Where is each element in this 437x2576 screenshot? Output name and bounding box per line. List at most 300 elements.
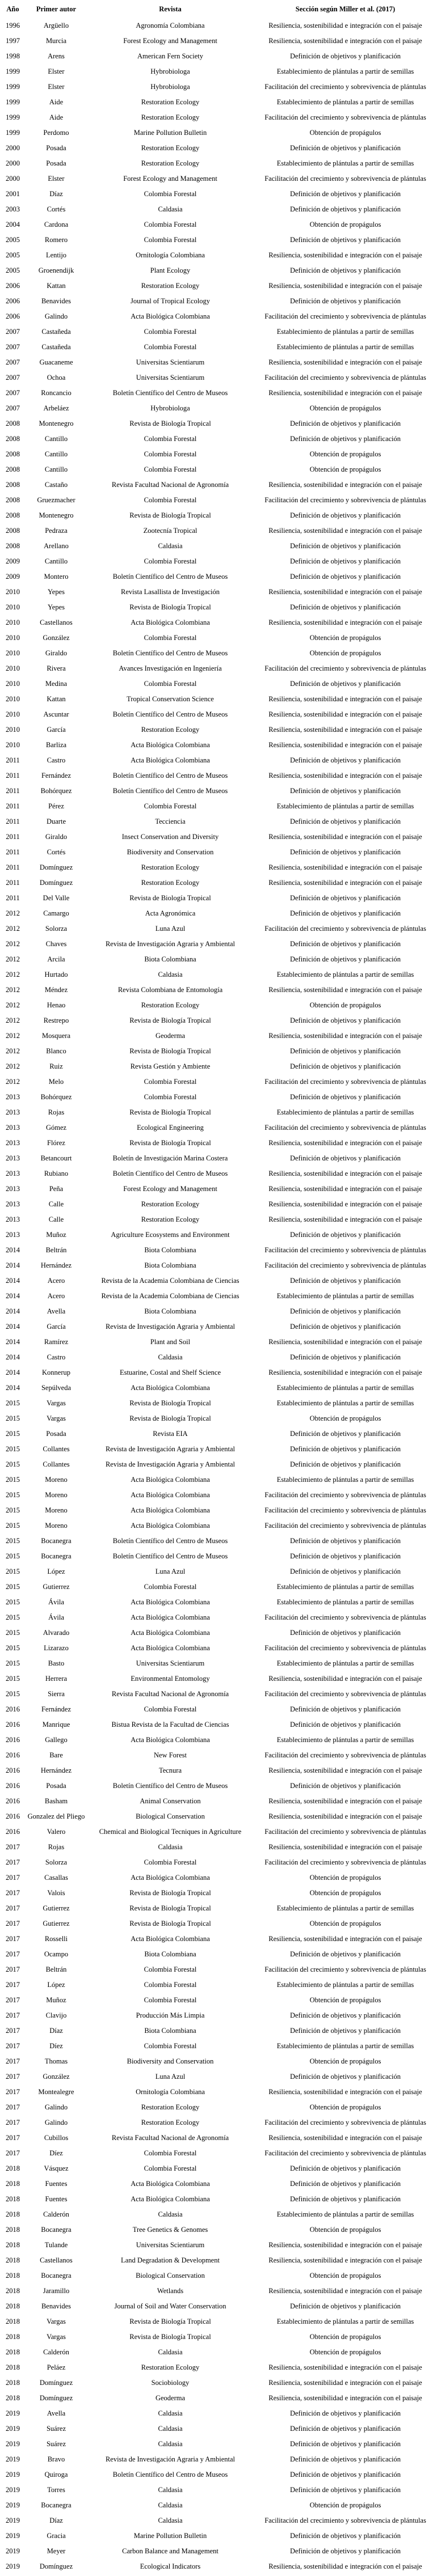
cell-year: 2008	[6, 435, 20, 443]
cell-section: Definición de objetivos y planificación	[289, 1460, 401, 1468]
cell-journal: Insect Conservation and Diversity	[121, 833, 219, 841]
cell-section: Definición de objetivos y planificación	[289, 435, 401, 443]
cell-section: Resiliencia, sostenibilidad e integración con el paisaje	[268, 527, 422, 535]
table-row	[0, 1518, 437, 1533]
cell-year: 2017	[6, 1843, 20, 1851]
cell-year: 2016	[6, 1766, 20, 1774]
table-row	[0, 324, 437, 340]
cell-journal: Revista EIA	[153, 1430, 188, 1438]
cell-journal: Carbon Balance and Management	[122, 2547, 218, 2555]
cell-first-author: Kattan	[47, 282, 66, 290]
cell-year: 1999	[6, 67, 20, 75]
table-row	[0, 2008, 437, 2023]
cell-year: 2017	[6, 2027, 20, 2035]
cell-year: 2019	[6, 2455, 20, 2463]
table-row	[0, 1227, 437, 1243]
cell-section: Establecimiento de plántulas a partir de semillas	[276, 328, 414, 336]
cell-year: 2017	[6, 1996, 20, 2004]
cell-year: 2019	[6, 2471, 20, 2478]
cell-year: 2013	[6, 1200, 20, 1208]
table-row	[0, 1931, 437, 1947]
cell-year: 2010	[6, 588, 20, 596]
cell-year: 2013	[6, 1154, 20, 1162]
cell-journal: Colombia Forestal	[144, 328, 197, 336]
cell-year: 2010	[6, 680, 20, 688]
cell-first-author: Castellanos	[40, 618, 73, 626]
cell-journal: Caldasia	[158, 2440, 183, 2448]
cell-journal: Colombia Forestal	[144, 236, 197, 244]
table-row	[0, 2268, 437, 2283]
table-row	[0, 385, 437, 401]
table-row	[0, 615, 437, 630]
cell-journal: Acta Biológica Colombiana	[131, 1736, 210, 1744]
table-row	[0, 355, 437, 370]
cell-first-author: Rosselli	[44, 1935, 68, 1943]
cell-section: Resiliencia, sostenibilidad e integración con el paisaje	[268, 833, 422, 841]
table-row	[0, 1472, 437, 1488]
cell-journal: Revista Lasallista de Investigación	[121, 588, 220, 596]
cell-section: Definición de objetivos y planificación	[289, 2440, 401, 2448]
table-row	[0, 2207, 437, 2222]
cell-year: 2012	[6, 1078, 20, 1086]
cell-journal: Revista de la Academia Colombiana de Ciencias	[101, 1277, 239, 1285]
cell-first-author: Domínguez	[39, 2562, 73, 2570]
cell-journal: Acta Biológica Colombiana	[131, 618, 210, 626]
cell-section: Definición de objetivos y planificación	[289, 2073, 401, 2081]
table-row	[0, 79, 437, 95]
table-row	[0, 141, 437, 156]
table-row	[0, 2299, 437, 2314]
cell-journal: Acta Biológica Colombiana	[131, 1644, 210, 1652]
cell-first-author: Cantillo	[44, 557, 68, 565]
cell-journal: Caldasia	[158, 2486, 183, 2494]
cell-section: Facilitación del crecimiento y sobrevivencia de plántulas	[264, 2119, 426, 2126]
cell-year: 2017	[6, 2011, 20, 2019]
cell-section: Obtención de propágulos	[309, 450, 381, 458]
cell-section: Facilitación del crecimiento y sobrevivencia de plántulas	[264, 312, 426, 320]
cell-first-author: Ascuntar	[43, 710, 69, 718]
cell-year: 2005	[6, 251, 20, 259]
cell-year: 2014	[6, 1368, 20, 1376]
cell-first-author: Rojas	[48, 1108, 65, 1116]
cell-journal: Colombia Forestal	[144, 343, 197, 351]
cell-journal: Colombia Forestal	[144, 1078, 197, 1086]
cell-first-author: González	[43, 634, 70, 642]
cell-journal: Biota Colombiana	[144, 1307, 196, 1315]
cell-first-author: Castro	[47, 756, 66, 764]
table-row	[0, 1488, 437, 1503]
cell-year: 2017	[6, 1965, 20, 1973]
cell-year: 1996	[6, 22, 20, 29]
cell-journal: Revista de Biología Tropical	[129, 511, 211, 519]
cell-journal: Biodiversity and Conservation	[127, 848, 214, 856]
cell-first-author: Perdomo	[43, 129, 69, 137]
cell-year: 2000	[6, 159, 20, 167]
table-row	[0, 845, 437, 860]
cell-first-author: Valero	[47, 1828, 66, 1836]
cell-year: 2012	[6, 909, 20, 917]
cell-first-author: Bocanegra	[41, 1537, 72, 1545]
cell-year: 2018	[6, 2180, 20, 2188]
table-row	[0, 1396, 437, 1411]
cell-section: Establecimiento de plántulas a partir de semillas	[276, 1384, 414, 1392]
cell-first-author: Vargas	[47, 1414, 66, 1422]
cell-first-author: Yepes	[48, 588, 65, 596]
cell-section: Resiliencia, sostenibilidad e integración con el paisaje	[268, 710, 422, 718]
cell-section: Establecimiento de plántulas a partir de semillas	[276, 971, 414, 978]
cell-section: Definición de objetivos y planificación	[289, 2164, 401, 2172]
cell-journal: Caldasia	[158, 2501, 183, 2509]
cell-first-author: Solorza	[45, 925, 68, 933]
cell-section: Definición de objetivos y planificación	[289, 1047, 401, 1055]
cell-year: 2010	[6, 618, 20, 626]
cell-section: Definición de objetivos y planificación	[289, 2409, 401, 2417]
cell-section: Facilitación del crecimiento y sobrevivencia de plántulas	[264, 175, 426, 183]
cell-year: 2013	[6, 1108, 20, 1116]
table-row	[0, 278, 437, 294]
cell-year: 2012	[6, 925, 20, 933]
cell-year: 2014	[6, 1277, 20, 1285]
cell-year: 2015	[6, 1537, 20, 1545]
cell-section: Obtención de propágulos	[309, 1874, 381, 1882]
cell-journal: Biota Colombiana	[144, 1246, 196, 1254]
cell-first-author: Moreno	[45, 1522, 68, 1530]
cell-section: Facilitación del crecimiento y sobrevivencia de plántulas	[264, 496, 426, 504]
cell-section: Obtención de propágulos	[309, 221, 381, 228]
table-row	[0, 2513, 437, 2528]
table-row	[0, 539, 437, 554]
cell-year: 2017	[6, 1950, 20, 1958]
cell-year: 2018	[6, 2394, 20, 2402]
cell-first-author: Castro	[47, 1353, 66, 1361]
table-row	[0, 722, 437, 738]
cell-first-author: Pérez	[48, 802, 64, 810]
cell-first-author: Casallas	[44, 1874, 68, 1882]
cell-journal: Zootecnía Tropical	[143, 527, 198, 535]
cell-journal: Avances Investigación en Ingeniería	[119, 664, 222, 672]
cell-year: 2008	[6, 527, 20, 535]
cell-first-author: Posada	[46, 1782, 66, 1790]
cell-section: Facilitación del crecimiento y sobrevivencia de plántulas	[264, 1246, 426, 1254]
cell-section: Obtención de propágulos	[309, 1414, 381, 1422]
cell-section: Resiliencia, sostenibilidad e integración con el paisaje	[268, 481, 422, 489]
cell-year: 2012	[6, 1016, 20, 1024]
cell-year: 2017	[6, 2057, 20, 2065]
cell-year: 2018	[6, 2302, 20, 2310]
cell-journal: Colombia Forestal	[144, 634, 197, 642]
cell-first-author: Barliza	[45, 741, 67, 749]
table-row	[0, 1044, 437, 1059]
cell-section: Establecimiento de plántulas a partir de semillas	[276, 1904, 414, 1912]
cell-journal: Revista Colombiana de Entomología	[117, 986, 223, 994]
cell-section: Establecimiento de plántulas a partir de semillas	[276, 2317, 414, 2325]
cell-year: 2016	[6, 1705, 20, 1713]
cell-year: 2012	[6, 1001, 20, 1009]
cell-journal: Revista de Biología Tropical	[129, 420, 211, 427]
cell-section: Definición de objetivos y planificación	[289, 205, 401, 213]
cell-journal: Colombia Forestal	[144, 802, 197, 810]
cell-section: Definición de objetivos y planificación	[289, 1950, 401, 1958]
cell-journal: Revista de Biología Tropical	[129, 603, 211, 611]
cell-year: 2015	[6, 1399, 20, 1407]
cell-journal: Restoration Ecology	[141, 282, 200, 290]
cell-section: Definición de objetivos y planificación	[289, 1445, 401, 1453]
cell-section: Definición de objetivos y planificación	[289, 1430, 401, 1438]
cell-section: Resiliencia, sostenibilidad e integración con el paisaje	[268, 726, 422, 734]
cell-year: 2017	[6, 1920, 20, 1927]
table-row	[0, 1794, 437, 1809]
cell-section: Establecimiento de plántulas a partir de semillas	[276, 1399, 414, 1407]
cell-first-author: Hernández	[40, 1261, 72, 1269]
cell-section: Obtención de propágulos	[309, 2057, 381, 2065]
cell-year: 2016	[6, 1782, 20, 1790]
cell-year: 2013	[6, 1139, 20, 1147]
cell-journal: Revista de la Academia Colombiana de Ciencias	[101, 1292, 239, 1300]
cell-journal: Revista de Investigación Agraria y Ambiental	[105, 1445, 236, 1453]
table-row	[0, 1105, 437, 1120]
cell-year: 2018	[6, 2287, 20, 2295]
cell-year: 2017	[6, 2134, 20, 2142]
table-row	[0, 1350, 437, 1365]
cell-year: 2007	[6, 358, 20, 366]
cell-journal: Restoration Ecology	[141, 863, 200, 871]
table-row	[0, 2176, 437, 2192]
cell-first-author: Lentijo	[45, 251, 67, 259]
cell-first-author: Gutierrez	[43, 1920, 70, 1927]
table-row	[0, 1962, 437, 1977]
cell-section: Definición de objetivos y planificación	[289, 848, 401, 856]
cell-section: Resiliencia, sostenibilidad e integración con el paisaje	[268, 1766, 422, 1774]
cell-year: 2017	[6, 1889, 20, 1897]
cell-year: 2014	[6, 1384, 20, 1392]
cell-section: Obtención de propágulos	[309, 1889, 381, 1897]
cell-year: 2012	[6, 986, 20, 994]
table-row	[0, 187, 437, 202]
table-row	[0, 125, 437, 141]
cell-section: Definición de objetivos y planificación	[289, 557, 401, 565]
cell-year: 2014	[6, 1307, 20, 1315]
cell-section: Definición de objetivos y planificación	[289, 787, 401, 795]
cell-year: 1997	[6, 37, 20, 45]
cell-year: 2008	[6, 481, 20, 489]
cell-first-author: Murcia	[45, 37, 67, 45]
cell-journal: Restoration Ecology	[141, 1215, 200, 1223]
cell-journal: Revista de Investigación Agraria y Ambiental	[105, 940, 236, 948]
table-row	[0, 937, 437, 952]
table-row	[0, 584, 437, 600]
cell-first-author: Fernández	[41, 1705, 72, 1713]
cell-year: 2011	[6, 848, 20, 856]
cell-first-author: Betancourt	[40, 1154, 72, 1162]
cell-first-author: Moreno	[45, 1476, 68, 1484]
cell-first-author: Bocanegra	[41, 2272, 72, 2280]
table-row	[0, 1977, 437, 1993]
cell-journal: Animal Conservation	[140, 1797, 201, 1805]
cell-year: 2014	[6, 1246, 20, 1254]
cell-first-author: Vargas	[47, 2333, 66, 2341]
cell-journal: Restoration Ecology	[141, 144, 200, 152]
cell-year: 2008	[6, 465, 20, 473]
cell-year: 2007	[6, 343, 20, 351]
cell-journal: Acta Biológica Colombiana	[131, 1598, 210, 1606]
cell-first-author: Medina	[45, 680, 68, 688]
cell-section: Establecimiento de plántulas a partir de semillas	[276, 1981, 414, 1989]
cell-section: Establecimiento de plántulas a partir de semillas	[276, 2042, 414, 2050]
cell-first-author: López	[47, 1981, 65, 1989]
cell-section: Definición de objetivos y planificación	[289, 52, 401, 60]
cell-year: 2011	[6, 817, 20, 825]
cell-section: Facilitación del crecimiento y sobrevivencia de plántulas	[264, 1644, 426, 1652]
cell-year: 1999	[6, 83, 20, 91]
cell-journal: Restoration Ecology	[141, 879, 200, 887]
table-row	[0, 1028, 437, 1044]
table-row	[0, 1916, 437, 1931]
cell-year: 2017	[6, 2073, 20, 2081]
table-row	[0, 248, 437, 263]
table-row	[0, 2283, 437, 2299]
cell-journal: Colombia Forestal	[144, 2042, 197, 2050]
cell-year: 2019	[6, 2547, 20, 2555]
cell-year: 2015	[6, 1675, 20, 1683]
table-row	[0, 1641, 437, 1656]
cell-section: Definición de objetivos y planificación	[289, 1353, 401, 1361]
cell-section: Facilitación del crecimiento y sobrevivencia de plántulas	[264, 1965, 426, 1973]
cell-journal: Boletín de Investigación Marina Costera	[112, 1154, 228, 1162]
table-row	[0, 1671, 437, 1687]
cell-journal: Restoration Ecology	[141, 1001, 200, 1009]
cell-first-author: Beltrán	[45, 1965, 67, 1973]
table-row	[0, 2437, 437, 2452]
cell-section: Definición de objetivos y planificación	[289, 2532, 401, 2540]
header-first-author: Primer autor	[36, 5, 77, 13]
table-row	[0, 753, 437, 768]
cell-year: 2004	[6, 221, 20, 228]
cell-section: Resiliencia, sostenibilidad e integración con el paisaje	[268, 1935, 422, 1943]
cell-year: 2007	[6, 389, 20, 397]
table-row	[0, 952, 437, 967]
cell-year: 2015	[6, 1644, 20, 1652]
cell-year: 2013	[6, 1231, 20, 1239]
cell-year: 2008	[6, 511, 20, 519]
cell-section: Resiliencia, sostenibilidad e integración con el paisaje	[268, 1675, 422, 1683]
cell-section: Facilitación del crecimiento y sobrevivencia de plántulas	[264, 1261, 426, 1269]
cell-section: Definición de objetivos y planificación	[289, 2195, 401, 2203]
cell-year: 2015	[6, 1598, 20, 1606]
cell-journal: Colombia Forestal	[144, 1583, 197, 1591]
cell-year: 2008	[6, 420, 20, 427]
table-row	[0, 1059, 437, 1074]
cell-year: 2006	[6, 297, 20, 305]
cell-first-author: Benavides	[41, 2302, 72, 2310]
cell-year: 2014	[6, 1338, 20, 1346]
cell-year: 2017	[6, 1904, 20, 1912]
cell-first-author: Gallego	[45, 1736, 68, 1744]
table-row	[0, 967, 437, 982]
cell-section: Definición de objetivos y planificación	[289, 909, 401, 917]
cell-year: 2017	[6, 2103, 20, 2111]
cell-journal: Restoration Ecology	[141, 726, 200, 734]
cell-journal: Bistua Revista de la Facultad de Ciencias	[111, 1721, 229, 1728]
cell-year: 2017	[6, 2042, 20, 2050]
cell-year: 2016	[6, 1751, 20, 1759]
cell-first-author: Arellano	[44, 542, 69, 550]
cell-section: Establecimiento de plántulas a partir de semillas	[276, 343, 414, 351]
cell-year: 2013	[6, 1093, 20, 1101]
cell-section: Obtención de propágulos	[309, 1996, 381, 2004]
cell-first-author: Vargas	[47, 1399, 66, 1407]
cell-year: 2011	[6, 772, 20, 779]
cell-journal: Colombia Forestal	[144, 1996, 197, 2004]
cell-first-author: Benavides	[41, 297, 72, 305]
cell-journal: Boletín Científico del Centro de Museos	[112, 573, 228, 581]
cell-year: 2010	[6, 695, 20, 703]
cell-journal: Revista de Biología Tropical	[129, 2333, 211, 2341]
cell-first-author: Mosquera	[42, 1032, 70, 1040]
table-row	[0, 431, 437, 447]
cell-first-author: Clavijo	[45, 2011, 67, 2019]
cell-first-author: Giraldo	[45, 649, 68, 657]
cell-section: Definición de objetivos y planificación	[289, 1567, 401, 1575]
cell-journal: Restoration Ecology	[141, 98, 200, 106]
cell-first-author: Bravo	[47, 2455, 65, 2463]
cell-section: Facilitación del crecimiento y sobrevivencia de plántulas	[264, 664, 426, 672]
cell-year: 2015	[6, 1506, 20, 1514]
cell-year: 2015	[6, 1613, 20, 1621]
table-row	[0, 1503, 437, 1518]
header-journal: Revista	[159, 5, 182, 13]
cell-first-author: Rivera	[47, 664, 66, 672]
cell-section: Resiliencia, sostenibilidad e integración con el paisaje	[268, 588, 422, 596]
cell-year: 2018	[6, 2241, 20, 2249]
cell-section: Definición de objetivos y planificación	[289, 2302, 401, 2310]
cell-year: 2016	[6, 1828, 20, 1836]
cell-year: 2015	[6, 1629, 20, 1637]
cell-section: Obtención de propágulos	[309, 634, 381, 642]
cell-section: Definición de objetivos y planificación	[289, 955, 401, 963]
cell-year: 2010	[6, 741, 20, 749]
cell-journal: Colombia Forestal	[144, 2149, 197, 2157]
cell-first-author: Argüello	[43, 22, 69, 29]
cell-first-author: Fernández	[41, 772, 72, 779]
cell-section: Obtención de propágulos	[309, 465, 381, 473]
cell-year: 2017	[6, 1935, 20, 1943]
table-row	[0, 2421, 437, 2437]
cell-section: Resiliencia, sostenibilidad e integración con el paisaje	[268, 1338, 422, 1346]
cell-first-author: Solorza	[45, 1858, 68, 1866]
cell-section: Resiliencia, sostenibilidad e integración con el paisaje	[268, 358, 422, 366]
cell-first-author: Flórez	[47, 1139, 65, 1147]
table-body	[0, 18, 437, 2574]
cell-journal: Colombia Forestal	[144, 1858, 197, 1866]
cell-section: Definición de objetivos y planificación	[289, 1705, 401, 1713]
cell-journal: Hybrobiologa	[150, 404, 190, 412]
cell-journal: Revista Facultad Nacional de Agronomía	[111, 2134, 229, 2142]
table-row	[0, 2222, 437, 2238]
cell-section: Resiliencia, sostenibilidad e integración con el paisaje	[268, 741, 422, 749]
cell-journal: Caldasia	[158, 2348, 183, 2356]
cell-first-author: Gómez	[45, 1124, 67, 1132]
cell-section: Obtención de propágulos	[309, 404, 381, 412]
cell-journal: Geoderma	[155, 2394, 186, 2402]
cell-journal: American Fern Society	[137, 52, 203, 60]
cell-section: Obtención de propágulos	[309, 2272, 381, 2280]
cell-section: Facilitación del crecimiento y sobrevivencia de plántulas	[264, 925, 426, 933]
cell-section: Definición de objetivos y planificación	[289, 817, 401, 825]
cell-year: 2015	[6, 1567, 20, 1575]
cell-section: Establecimiento de plántulas a partir de semillas	[276, 67, 414, 75]
cell-journal: Revista de Biología Tropical	[129, 1920, 211, 1927]
cell-journal: Colombia Forestal	[144, 1093, 197, 1101]
